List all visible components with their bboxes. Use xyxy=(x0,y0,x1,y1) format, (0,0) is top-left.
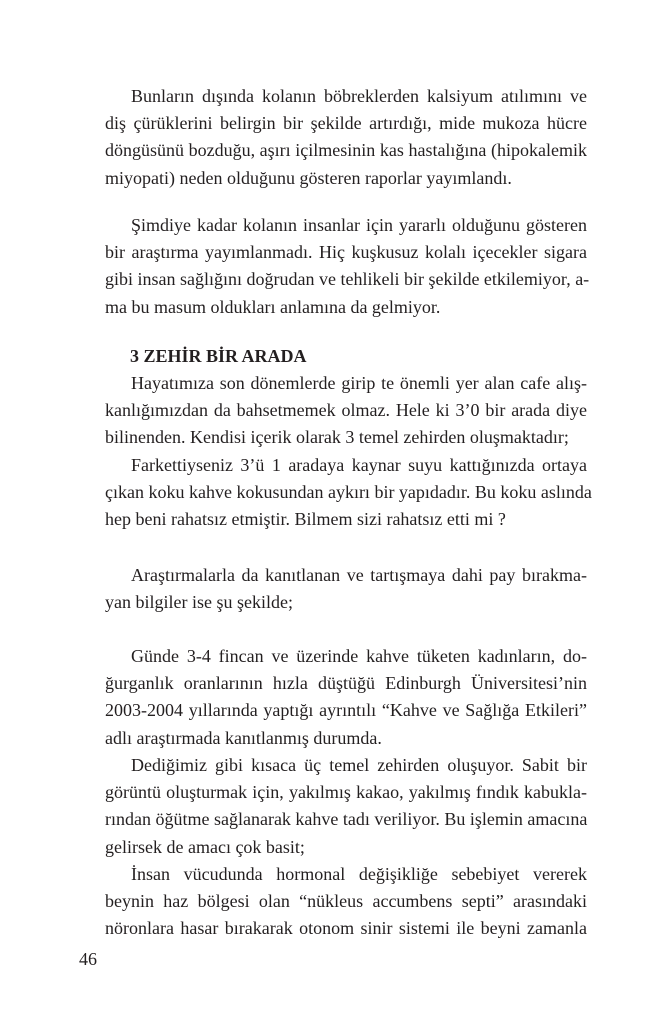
text-line: beynin haz bölgesi olan “nükleus accumbens septi” arasındaki xyxy=(105,891,587,912)
text-line: kanlığımızdan da bahsetmemek olmaz. Hele ki 3’0 bir arada diye xyxy=(105,400,587,421)
text-line: çıkan koku kahve kokusundan aykırı bir yapıdadır. Bu koku aslında xyxy=(105,482,592,503)
text-line: Farkettiyseniz 3’ü 1 aradaya kaynar suyu kattığınızda ortaya xyxy=(131,455,587,475)
text-line: Dediğimiz gibi kısaca üç temel zehirden oluşuyor. Sabit bir xyxy=(131,755,587,775)
text-line: nöronlara hasar bırakarak otonom sinir sistemi ile beyni zamanla xyxy=(105,918,587,939)
paragraph-hormonal-effect xyxy=(105,861,587,943)
text-line: bilinenden. Kendisi içerik olarak 3 temel zehirden oluşmaktadır; xyxy=(105,427,569,448)
text-line: Hayatımıza son dönemlerde girip te önemli yer alan cafe alış- xyxy=(131,373,587,393)
text-line: ma bu masum oldukları anlamına da gelmiyor. xyxy=(105,296,441,317)
text-line: ğurganlık oranlarının hızla düştüğü Edinburgh Üniversitesi’nin xyxy=(105,673,587,694)
text-line: gibi insan sağlığını doğrudan ve tehlikeli bir şekilde etkilemiyor, a- xyxy=(105,269,590,290)
page-number: 46 xyxy=(79,949,97,969)
text-line: adlı araştırmada kanıtlanmış durumda. xyxy=(105,727,382,748)
text-line: Bunların dışında kolanın böbreklerden kalsiyum atılımını ve xyxy=(131,86,587,106)
section-heading: 3 ZEHİR BİR ARADA xyxy=(130,346,307,366)
text-line: Şimdiye kadar kolanın insanlar için yararlı olduğunu gösteren xyxy=(131,215,587,235)
paragraph-no-benefit xyxy=(105,212,590,321)
paragraph-edinburgh-study xyxy=(105,643,587,752)
text-line: İnsan vücudunda hormonal değişikliğe sebebiyet vererek xyxy=(131,864,587,884)
text-line: Günde 3-4 fincan ve üzerinde kahve tüketen kadınların, do- xyxy=(131,646,587,666)
paragraph-smell xyxy=(105,452,592,534)
text-line: 2003-2004 yıllarında yaptığı ayrıntılı “Kahve ve Sağlığa Etkileri” xyxy=(105,700,587,721)
paragraph-research-intro xyxy=(105,562,587,616)
text-line: görüntü oluşturmak için, yakılmış kakao, yakılmış fındık kabukla- xyxy=(105,782,587,803)
text-line: miyopati) neden olduğunu gösteren raporlar yayımlandı. xyxy=(105,167,512,188)
paragraph-cafe-habit xyxy=(105,370,587,452)
paragraph-three-poisons xyxy=(105,752,587,861)
text-line: hep beni rahatsız etmiştir. Bilmem sizi rahatsız etti mi ? xyxy=(105,509,506,530)
text-line: gelirsek de amacı çok basit; xyxy=(105,836,305,857)
text-line: Araştırmalarla da kanıtlanan ve tartışmaya dahi pay bırakma- xyxy=(131,565,587,585)
text-line: rından öğütme sağlanarak kahve tadı veriliyor. Bu işlemin amacına xyxy=(105,809,588,830)
paragraph-kola-effects xyxy=(105,83,587,192)
text-line: bir araştırma yayımlanmadı. Hiç kuşkusuz kolalı içecekler sigara xyxy=(105,242,587,263)
text-line: yan bilgiler ise şu şekilde; xyxy=(105,592,293,613)
text-line: diş çürüklerini belirgin bir şekilde artırdığı, mide mukoza hücre xyxy=(105,113,587,134)
text-line: döngüsünü bozduğu, aşırı içilmesinin kas hastalığına (hipokalemik xyxy=(105,140,587,161)
